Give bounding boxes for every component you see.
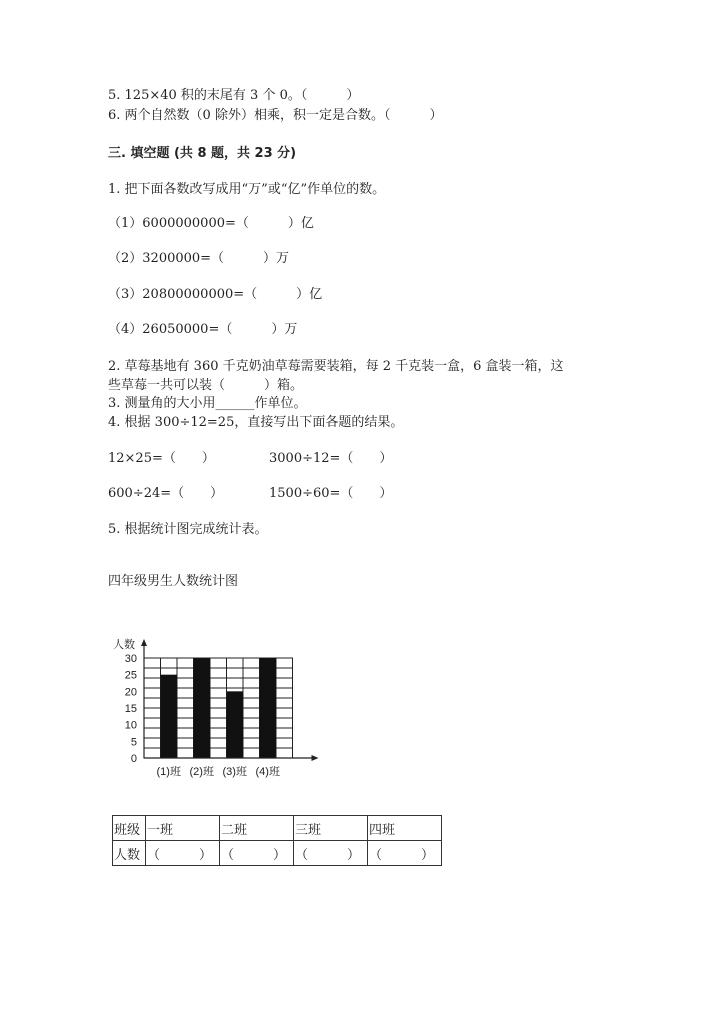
- q4-row1-left: 12×25=（ ）: [108, 451, 215, 466]
- x-axis-arrow: [312, 755, 319, 761]
- y-axis-label: 人数: [113, 639, 135, 651]
- table-cell: （ ）: [294, 841, 368, 866]
- section-title: 三. 填空题 (共 8 题，共 23 分): [108, 146, 297, 161]
- judge-question-6: 6. 两个自然数（0 除外）相乘，积一定是合数。（ ）: [108, 108, 443, 123]
- question-2-line-2: 些草莓一共可以装（ ）箱。: [108, 378, 304, 393]
- question-1-item-1: （1）6000000000=（ ）亿: [108, 216, 314, 231]
- table-cell: 班级: [113, 816, 146, 841]
- x-tick-label: (1)班: [156, 766, 181, 778]
- chart-title: 四年级男生人数统计图: [108, 574, 239, 589]
- question-5: 5. 根据统计图完成统计表。: [108, 522, 268, 537]
- y-tick-label: 15: [124, 703, 137, 715]
- table-cell: 人数: [113, 841, 146, 866]
- question-1-item-3: （3）20800000000=（ ）亿: [108, 287, 323, 302]
- y-tick-label: 20: [124, 686, 137, 699]
- x-tick-label: (3)班: [222, 766, 247, 778]
- y-tick-label: 0: [130, 753, 137, 765]
- judge-question-5: 5. 125×40 积的末尾有 3 个 0。（ ）: [108, 88, 360, 103]
- table-row: [113, 841, 442, 866]
- y-tick-label: 25: [124, 669, 137, 682]
- question-1: 1. 把下面各数改写成用“万”或“亿”作单位的数。: [108, 182, 386, 197]
- question-1-item-2: （2）3200000=（ ）万: [108, 251, 290, 266]
- bar-4: [260, 658, 277, 758]
- y-axis-arrow: [141, 639, 147, 646]
- table-cell: （ ）: [368, 841, 442, 866]
- table-cell: （ ）: [220, 841, 294, 866]
- x-tick-label: (4)班: [255, 766, 280, 778]
- table-cell: 一班: [146, 816, 220, 841]
- bar-chart: [108, 632, 328, 782]
- q4-row2-left: 600÷24=（ ）: [108, 486, 224, 501]
- table-cell: 二班: [220, 816, 294, 841]
- y-tick-label: 5: [130, 736, 137, 749]
- y-tick-label: 30: [124, 653, 137, 665]
- statistics-table: [112, 815, 442, 866]
- table-row: [113, 816, 442, 841]
- table-cell: （ ）: [146, 841, 220, 866]
- y-tick-label: 10: [124, 719, 137, 732]
- bar-3: [227, 691, 244, 758]
- question-3: 3. 测量角的大小用______作单位。: [108, 396, 307, 411]
- question-4: 4. 根据 300÷12=25，直接写出下面各题的结果。: [108, 415, 404, 430]
- q4-row2-right: 1500÷60=（ ）: [269, 486, 393, 501]
- question-1-item-4: （4）26050000=（ ）万: [108, 322, 298, 337]
- bar-1: [161, 675, 178, 758]
- table-cell: 三班: [294, 816, 368, 841]
- bar-2: [194, 658, 211, 758]
- x-tick-label: (2)班: [189, 766, 214, 778]
- q4-row1-right: 3000÷12=（ ）: [269, 451, 393, 466]
- question-2-line-1: 2. 草莓基地有 360 千克奶油草莓需要装箱，每 2 千克装一盒，6 盒装一箱，这: [108, 359, 564, 374]
- table-cell: 四班: [368, 816, 442, 841]
